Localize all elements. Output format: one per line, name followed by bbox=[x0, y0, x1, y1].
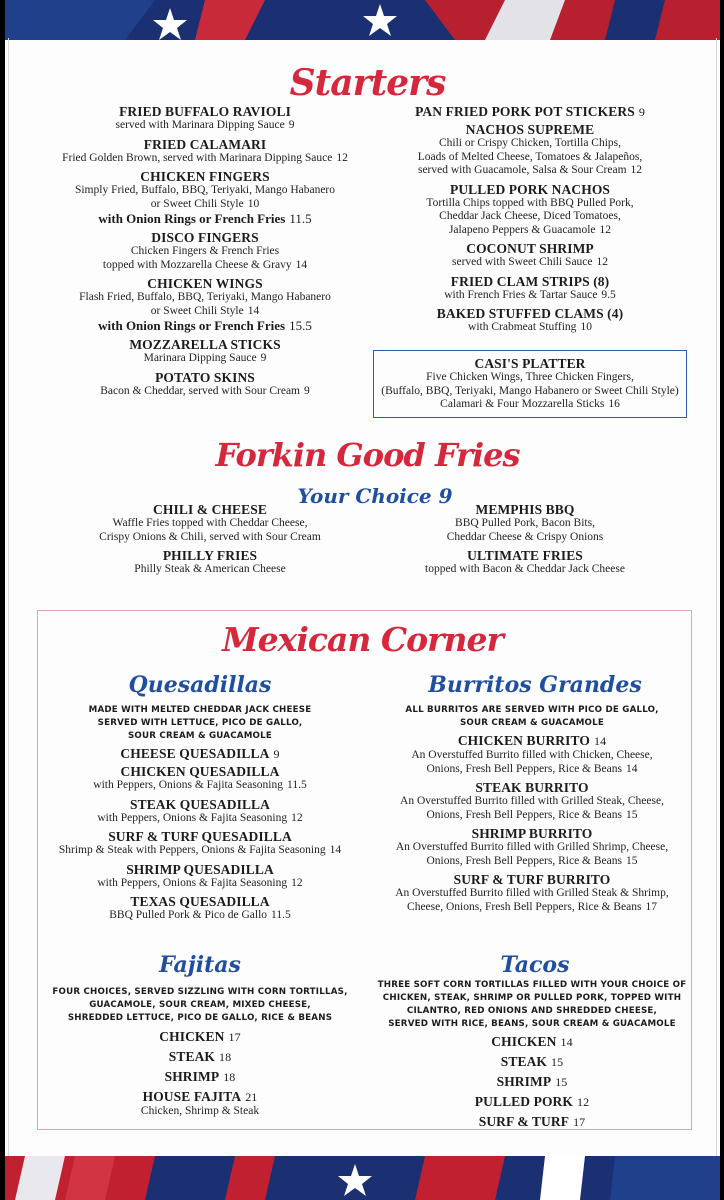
menu-item: HOUSE FAJITA 21 Chicken, Shrimp & Steak bbox=[140, 1089, 260, 1117]
section-note: CHICKEN, STEAK, SHRIMP OR PULLED PORK, TOPPED WITH bbox=[382, 993, 682, 1003]
menu-item: SHRIMP 15 bbox=[496, 1074, 568, 1089]
menu-item: CHICKEN WINGS Flash Fried, Buffalo, BBQ, Teriyaki, Mango Habanero or Sweet Chili Style 14 with Onion Rings or French Fries 15.5 bbox=[79, 276, 331, 333]
flag-band-top bbox=[5, 0, 720, 40]
section-note: SHREDDED LETTUCE, PICO DE GALLO, RICE & BEANS bbox=[67, 1013, 333, 1023]
menu-item: SHRIMP 18 bbox=[164, 1069, 236, 1084]
section-note: SERVED WITH RICE, BEANS, SOUR CREAM & GUACAMOLE bbox=[388, 1019, 676, 1029]
casis-platter-box bbox=[373, 350, 687, 418]
section-note: SOUR CREAM & GUACAMOLE bbox=[127, 731, 273, 741]
section-note: ALL BURRITOS ARE SERVED WITH PICO DE GALLO, bbox=[405, 705, 659, 715]
section-note: MADE WITH MELTED CHEDDAR JACK CHEESE bbox=[88, 705, 312, 715]
menu-item: COCONUT SHRIMP served with Sweet Chili Sauce 12 bbox=[451, 241, 609, 268]
starters-right-column bbox=[373, 104, 687, 335]
menu-item: CHILI & CHEESE Waffle Fries topped with Cheddar Cheese, Crispy Onions & Chili, served with Sour Cream bbox=[99, 502, 321, 543]
menu-item: PULLED PORK NACHOS Tortilla Chips topped with BBQ Pulled Pork, Cheddar Jack Cheese, Diced Tomatoes, Jalapeno Peppers & Guacamole 12 bbox=[426, 181, 634, 236]
fries-left-column bbox=[65, 502, 355, 577]
starters-title: Starters bbox=[289, 62, 446, 104]
burritos-title: Burritos Grandes bbox=[428, 672, 642, 698]
menu-item: FRIED BUFFALO RAVIOLI served with Marinara Dipping Sauce 9 bbox=[115, 104, 295, 131]
menu-item: PULLED PORK 12 bbox=[474, 1094, 590, 1109]
section-note: GUACAMOLE, SOUR CREAM, MIXED CHEESE, bbox=[89, 1000, 311, 1010]
quesadillas-column bbox=[45, 704, 355, 923]
menu-page bbox=[5, 0, 720, 1200]
menu-item: CHEESE QUESADILLA 9 bbox=[120, 746, 280, 761]
menu-item: TEXAS QUESADILLA BBQ Pulled Pork & Pico de Gallo 11.5 bbox=[109, 894, 291, 921]
menu-item: STEAK 15 bbox=[500, 1054, 564, 1069]
section-note: SOUR CREAM & GUACAMOLE bbox=[459, 718, 605, 728]
menu-item: POTATO SKINS Bacon & Cheddar, served with Sour Cream 9 bbox=[100, 369, 310, 397]
menu-item: FRIED CALAMARI Fried Golden Brown, served with Marinara Dipping Sauce 12 bbox=[62, 136, 348, 164]
fries-title: Forkin Good Fries bbox=[215, 436, 520, 474]
tacos-title: Tacos bbox=[500, 952, 570, 978]
menu-item: STEAK 18 bbox=[168, 1049, 232, 1064]
fajitas-column bbox=[45, 986, 355, 1119]
flag-band-bottom bbox=[5, 1156, 720, 1200]
menu-item: STEAK BURRITO An Overstuffed Burrito filled with Grilled Steak, Cheese, Onions, Fresh Bell Peppers, Rice & Beans 15 bbox=[400, 780, 664, 821]
quesadillas-title: Quesadillas bbox=[128, 672, 272, 698]
platter-name: CASI'S PLATTER bbox=[474, 356, 586, 371]
section-note: FOUR CHOICES, SERVED SIZZLING WITH CORN TORTILLAS, bbox=[52, 987, 348, 997]
section-note: CILANTRO, RED ONIONS AND SHREDDED CHEESE, bbox=[406, 1006, 658, 1016]
fries-subtitle: Your Choice 9 bbox=[297, 484, 453, 508]
menu-item: CHICKEN 14 bbox=[491, 1034, 573, 1049]
starters-left-column bbox=[45, 104, 365, 398]
menu-item: CHICKEN 17 bbox=[159, 1029, 241, 1044]
platter-desc: Five Chicken Wings, Three Chicken Fingers, bbox=[426, 371, 634, 383]
menu-item: PHILLY FRIES Philly Steak & American Cheese bbox=[134, 548, 286, 575]
platter-desc: Calamari & Four Mozzarella Sticks 16 bbox=[440, 398, 620, 410]
menu-item: FRIED CLAM STRIPS (8) with French Fries & Tartar Sauce 9.5 bbox=[444, 273, 616, 301]
menu-item: SHRIMP BURRITO An Overstuffed Burrito filled with Grilled Shrimp, Cheese, Onions, Fresh Bell Peppers, Rice & Beans 15 bbox=[395, 826, 669, 867]
mexican-title: Mexican Corner bbox=[222, 620, 503, 659]
menu-item: CHICKEN QUESADILLA with Peppers, Onions & Fajita Seasoning 11.5 bbox=[93, 764, 307, 791]
menu-item: NACHOS SUPREME Chili or Crispy Chicken, Tortilla Chips, Loads of Melted Cheese, Tomatoes & Jalapeños, served with Guacamole, Salsa & Sour Cream 12 bbox=[417, 122, 643, 176]
menu-item: PAN FRIED PORK POT STICKERS 9 bbox=[415, 104, 645, 119]
menu-item: SURF & TURF BURRITO An Overstuffed Burrito filled with Grilled Steak & Shrimp, Cheese, Onions, Fresh Bell Peppers, Rice & Beans 17 bbox=[395, 872, 669, 913]
menu-item: ULTIMATE FRIES topped with Bacon & Cheddar Jack Cheese bbox=[425, 548, 625, 575]
burritos-column bbox=[377, 704, 687, 914]
menu-item: BAKED STUFFED CLAMS (4) with Crabmeat Stuffing 10 bbox=[436, 306, 624, 333]
section-note: THREE SOFT CORN TORTILLAS FILLED WITH YOUR CHOICE OF bbox=[377, 980, 687, 990]
menu-item: SHRIMP QUESADILLA with Peppers, Onions & Fajita Seasoning 12 bbox=[97, 861, 303, 889]
menu-item: SURF & TURF 17 bbox=[478, 1114, 586, 1129]
menu-item: SURF & TURF QUESADILLA Shrimp & Steak with Peppers, Onions & Fajita Seasoning 14 bbox=[58, 829, 342, 856]
menu-item: MOZZARELLA STICKS Marinara Dipping Sauce 9 bbox=[129, 337, 281, 364]
tacos-column bbox=[377, 979, 687, 1130]
menu-item: DISCO FINGERS Chicken Fingers & French Fries topped with Mozzarella Cheese & Gravy 14 bbox=[102, 230, 308, 271]
fries-right-column bbox=[385, 502, 665, 577]
section-note: SERVED WITH LETTUCE, PICO DE GALLO, bbox=[97, 718, 303, 728]
fajitas-title: Fajitas bbox=[159, 952, 241, 978]
menu-item: CHICKEN BURRITO 14 An Overstuffed Burrito filled with Chicken, Cheese, Onions, Fresh Bell Peppers, Rice & Beans 14 bbox=[411, 733, 653, 775]
menu-item: CHICKEN FINGERS Simply Fried, Buffalo, BBQ, Teriyaki, Mango Habanero or Sweet Chili Style 10 with Onion Rings or French Fries 11.5 bbox=[74, 169, 336, 226]
menu-item: MEMPHIS BBQ BBQ Pulled Pork, Bacon Bits, Cheddar Cheese & Crispy Onions bbox=[446, 502, 604, 543]
platter-desc: (Buffalo, BBQ, Teriyaki, Mango Habanero or Sweet Chili Style) bbox=[381, 384, 679, 397]
menu-item: STEAK QUESADILLA with Peppers, Onions & Fajita Seasoning 12 bbox=[97, 796, 303, 824]
